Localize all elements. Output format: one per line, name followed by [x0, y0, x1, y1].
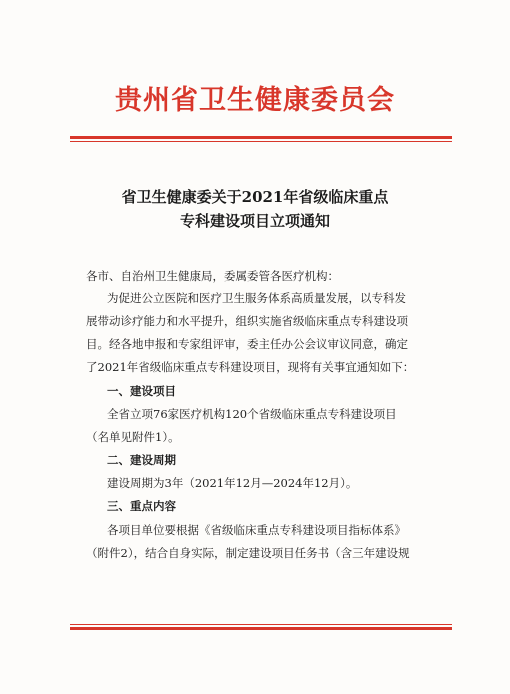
section-heading-period: 二、建设周期 — [107, 453, 176, 467]
section-heading-projects: 一、建设项目 — [107, 384, 176, 398]
section-text-line: 建设周期为3年（2021年12月—2024年12月）。 — [107, 476, 358, 490]
footer-red-rule-thick — [70, 627, 452, 630]
section-text-line: 各项目单位要根据《省级临床重点专科建设项目指标体系》 — [107, 523, 406, 537]
intro-line: 目。经各地申报和专家组评审，委主任办公会议审议同意，确定 — [86, 337, 408, 351]
section-text-line: 全省立项76家医疗机构120个省级临床重点专科建设项目 — [107, 407, 397, 421]
document-title-line-1: 省卫生健康委关于2021年省级临床重点 — [121, 188, 389, 206]
salutation: 各市、自治州卫生健康局，委属委管各医疗机构： — [86, 269, 339, 283]
section-text-line: （名单见附件1）。 — [86, 430, 180, 444]
header-red-rule-thick — [70, 136, 452, 139]
section-heading-key-content: 三、重点内容 — [107, 499, 176, 513]
intro-line: 为促进公立医院和医疗卫生服务体系高质量发展，以专科发 — [107, 291, 406, 305]
section-text-line: （附件2），结合自身实际，制定建设项目任务书（含三年建设规 — [86, 546, 410, 560]
intro-line: 展带动诊疗能力和水平提升，组织实施省级临床重点专科建设项 — [86, 314, 408, 328]
footer-red-rule-thin — [70, 624, 452, 625]
header-red-rule-thin — [70, 141, 452, 142]
intro-line: 了2021年省级临床重点专科建设项目，现将有关事宜通知如下： — [86, 360, 415, 374]
issuing-organization-header: 贵州省卫生健康委员会 — [115, 85, 395, 116]
document-title-line-2: 专科建设项目立项通知 — [179, 212, 330, 230]
